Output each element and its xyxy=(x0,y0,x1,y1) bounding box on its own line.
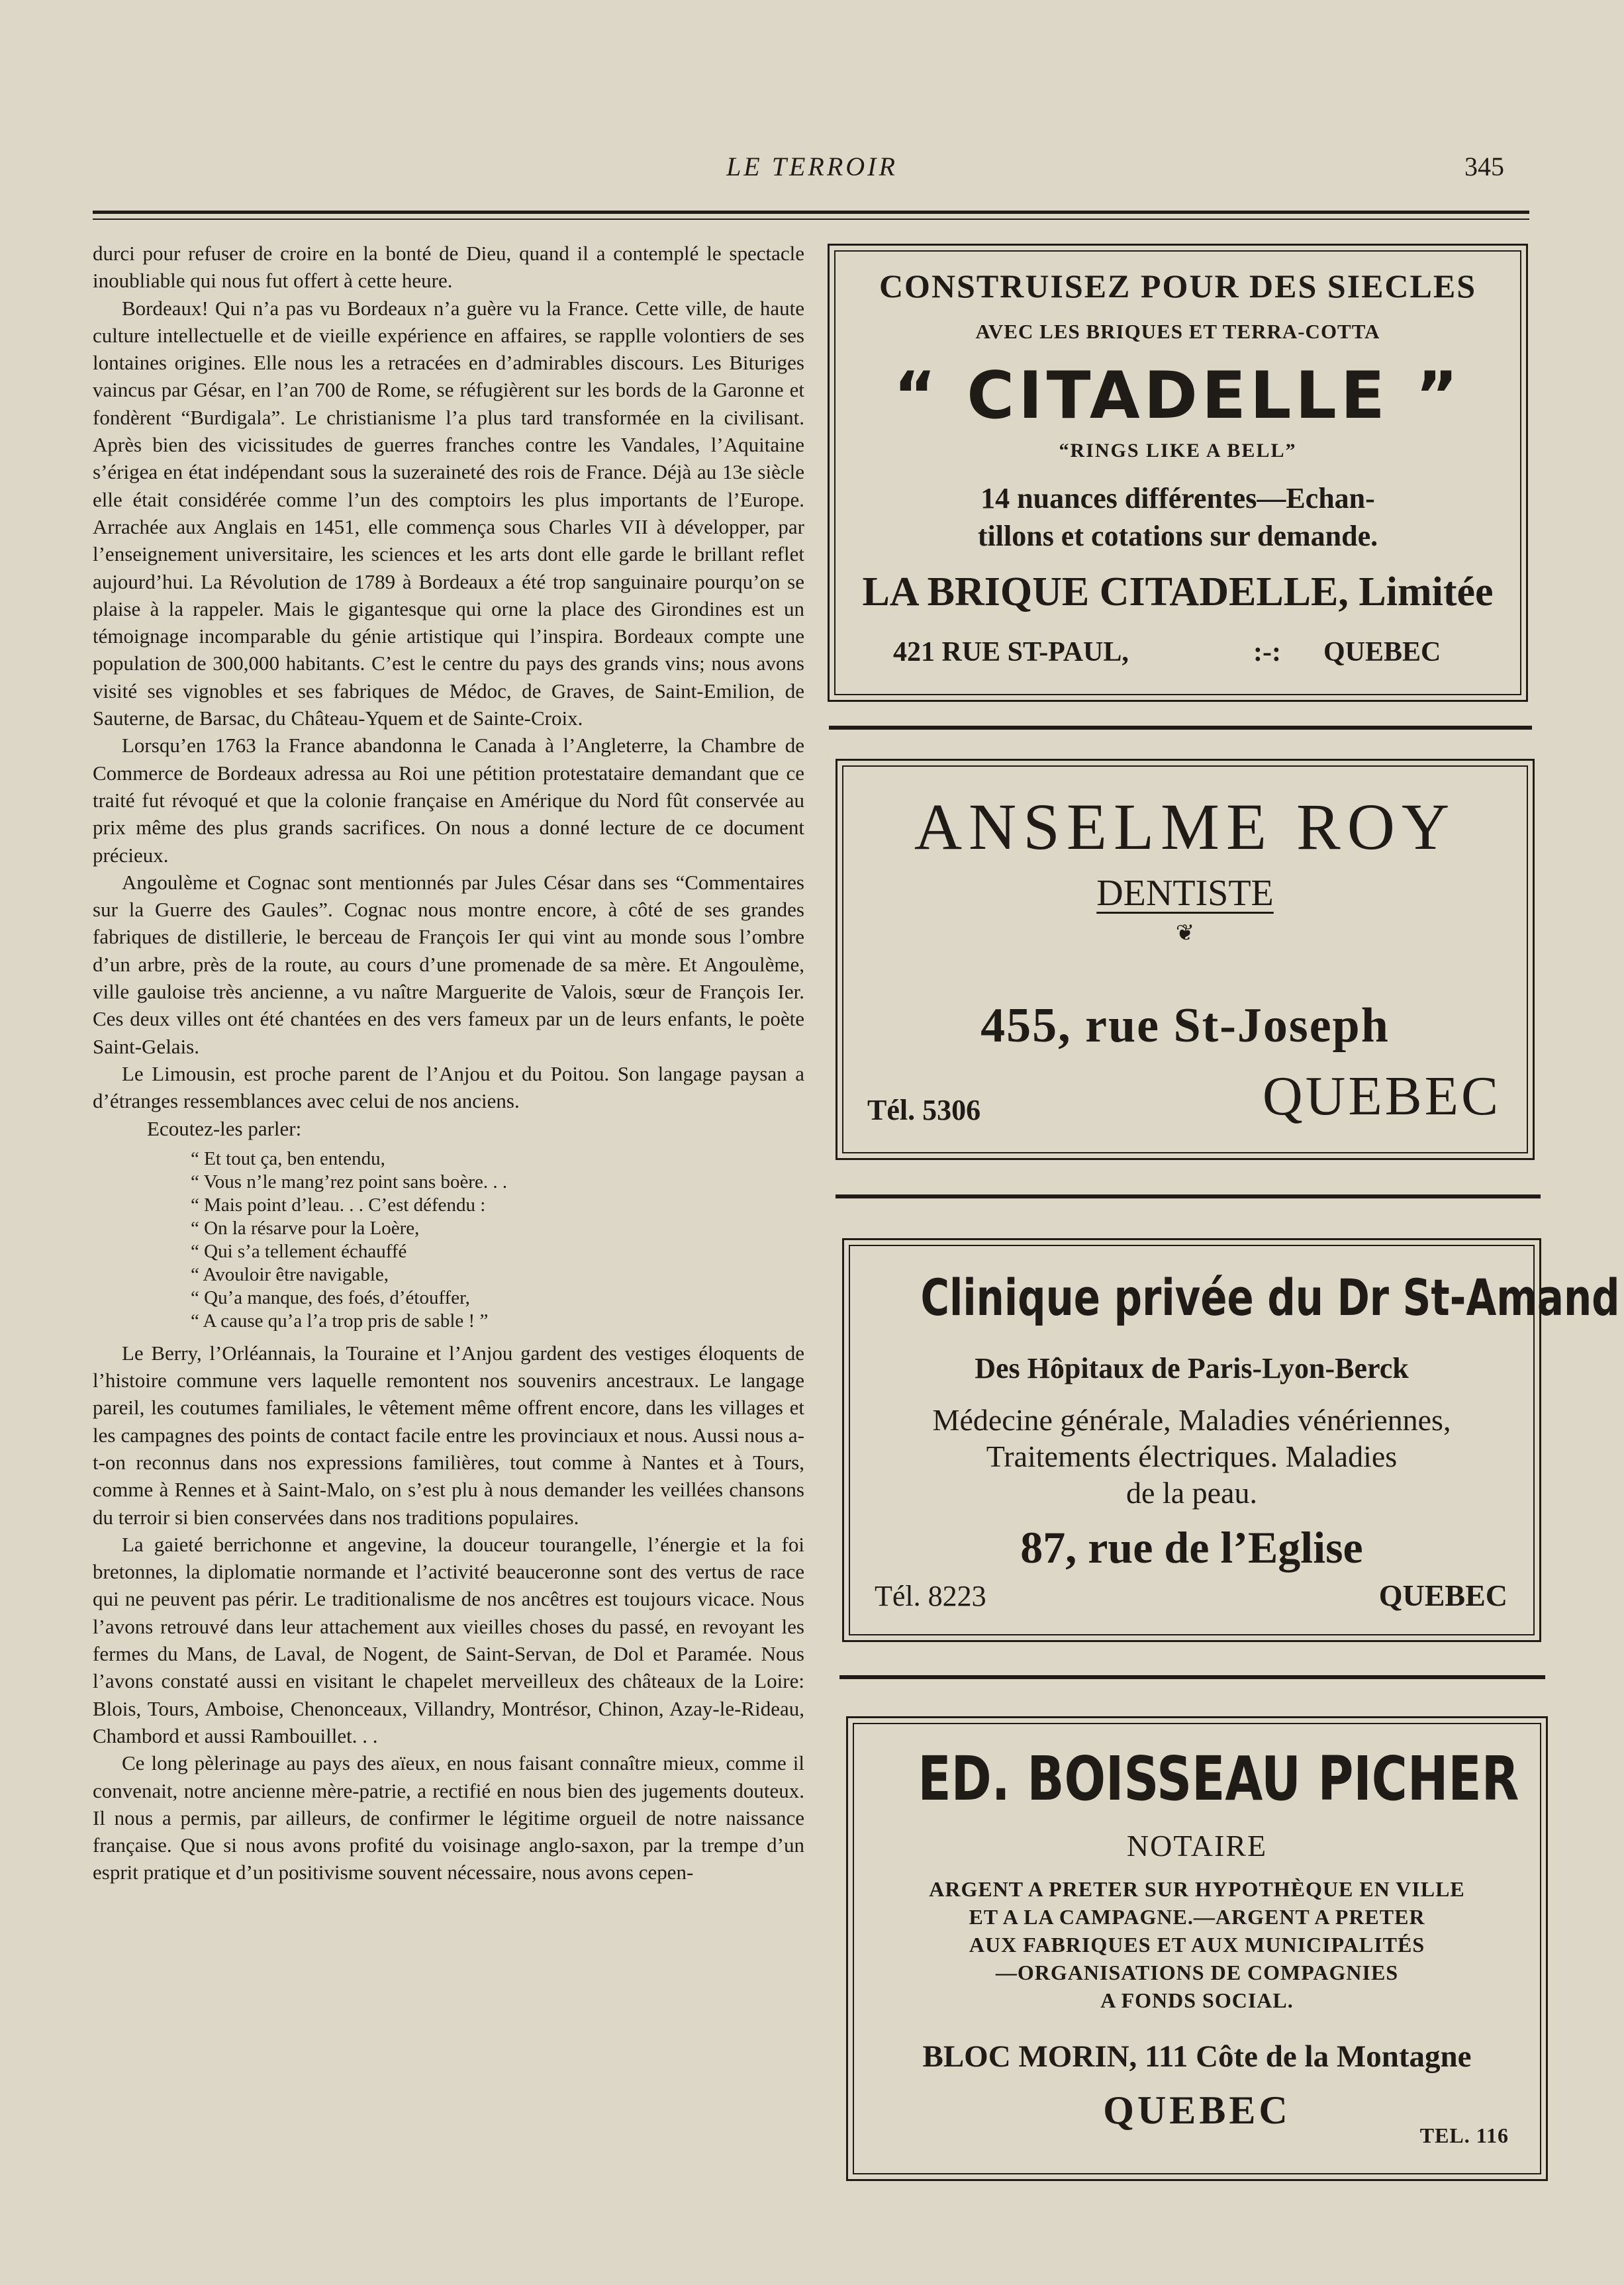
ad-city: QUEBEC xyxy=(1263,1065,1501,1127)
ad-city: QUEBEC xyxy=(1323,637,1441,667)
ad-separator-rule xyxy=(836,1194,1541,1198)
ad-separator: :-: xyxy=(1253,637,1281,667)
ad-line: ET A LA CAMPAGNE.—ARGENT A PRETER xyxy=(969,1905,1425,1929)
ad-telephone: Tél. 8223 xyxy=(875,1580,986,1612)
ad-separator-rule xyxy=(839,1675,1545,1679)
ad-address: BLOC MORIN, 111 Côte de la Montagne xyxy=(922,2039,1472,2074)
ad-name: ANSELME ROY xyxy=(914,790,1457,863)
verse-intro: Ecoutez-les parler: xyxy=(147,1116,302,1140)
ad-anselme-roy xyxy=(836,759,1535,1160)
ad-address: 87, rue de l’Eglise xyxy=(1020,1522,1363,1573)
article-paragraph: Ce long pèlerinage au pays des aïeux, en nous faisant connaître mieux, comme il convenait, notre ancienne mère-patrie, a rectifié en nous bien des jugements douteux. Il nous a permis, par ailleurs, de confirmer le légitime orgueil de notre naissance française. Que si nous avons profité du voisinage anglo-saxon, par la trempe d’un esprit pratique et d’un positivisme souvent nécessaire, nous avons cepen- xyxy=(93,1751,804,1884)
article-paragraph: La gaieté berrichonne et angevine, la douceur tourangelle, l’énergie et la foi bretonnes, la diplomatie normande et l’activité beauceronne sont des vertus de race qui ne peuvent pas périr. Le traditionalisme de nos ancêtres est toujours vicace. Nous l’avons retrouvé dans leur attachement aux vieilles choses du passé, en revoyant les fermes du Mans, de Laval, de Nogent, de Saint-Servan, de Dol et Paramée. Nous l’avons constaté aussi en visitant le chapelet merveilleux des châteaux de la Loire: Blois, Tours, Amboise, Chenonceaux, Villandry, Montrésor, Chinon, Azay-le-Rideau, Chambord et aussi Rambouillet. . . xyxy=(93,1532,804,1747)
ad-line: tillons et cotations sur demande. xyxy=(977,520,1378,552)
ad-line: de la peau. xyxy=(1126,1476,1257,1510)
verse-line: “ Qu’a manque, des foés, d’étouffer, xyxy=(191,1287,470,1308)
verse-line: “ Mais point d’leau. . . C’est défendu : xyxy=(191,1194,486,1216)
ad-telephone: TEL. 116 xyxy=(1419,2123,1509,2147)
ad-profession: NOTAIRE xyxy=(1126,1829,1268,1863)
article-paragraph: Lorsqu’en 1763 la France abandonna le Canada à l’Angleterre, la Chambre de Commerce de Bordeaux adressa au Roi une pétition protestataire demandant que ce traité fut révoqué et que la colonie française en Amérique du Nord fût conservée au prix même des plus grands sacrifices. On nous a donné lecture de ce document précieux. xyxy=(93,734,804,867)
ornament-icon: ❦ xyxy=(1175,921,1195,946)
ad-line: AUX FABRIQUES ET AUX MUNICIPALITÉS xyxy=(969,1933,1425,1957)
ad-address: 421 RUE ST-PAUL, xyxy=(893,637,1129,667)
verse-line: “ Avouloir être navigable, xyxy=(191,1263,389,1285)
verse-line: “ A cause qu’a l’a trop pris de sable ! ” xyxy=(191,1310,489,1332)
ad-title: Clinique privée du Dr St-Amand xyxy=(920,1268,1620,1327)
ad-line: Médecine générale, Maladies vénériennes, xyxy=(932,1403,1451,1437)
ad-line: 14 nuances différentes—Echan- xyxy=(980,482,1375,514)
article-paragraph: durci pour refuser de croire en la bonté de Dieu, quand il a contemplé le spectacle inoubliable qui nous fut offert à cette heure. xyxy=(93,242,804,293)
article-paragraph: Le Limousin, est proche parent de l’Anjou et du Poitou. Son langage paysan a d’étranges ressemblances avec celui de nos anciens. xyxy=(93,1061,804,1113)
ad-address: 455, rue St-Joseph xyxy=(980,998,1390,1053)
verse-block xyxy=(191,1147,804,1333)
ad-line: —ORGANISATIONS DE COMPAGNIES xyxy=(995,1961,1399,1984)
article-paragraph: Angoulème et Cognac sont mentionnés par Jules César dans ses “Commentaires sur la Guerre des Gaules”. Cognac nous montre encore, à côté de ses grandes fabriques de distillerie, le berceau de François Ier qui vint au monde sous l’ombre d’un arbre, près de la route, au cours d’une promenade de sa mère. Et Angoulème, ville gauloise très ancienne, a vu naître Marguerite de Valois, sœur de François Ier. Ces deux villes ont été chantées en des vers fameux par un de leurs enfants, le poète Saint-Gelais. xyxy=(93,870,804,1058)
ad-clinique xyxy=(842,1238,1620,1642)
ad-city: QUEBEC xyxy=(1103,2088,1291,2132)
verse-line: “ Et tout ça, ben entendu, xyxy=(191,1147,385,1169)
verse-line: “ On la résarve pour la Loère, xyxy=(191,1217,420,1239)
ad-line: ARGENT A PRETER SUR HYPOTHÈQUE EN VILLE xyxy=(929,1877,1465,1901)
verse-line: “ Vous n’le mang’rez point sans boère. . . xyxy=(191,1171,508,1192)
ad-slogan: “RINGS LIKE A BELL” xyxy=(1059,440,1297,462)
ad-line: Traitements électriques. Maladies xyxy=(986,1439,1398,1473)
ad-subheadline: AVEC LES BRIQUES ET TERRA-COTTA xyxy=(975,320,1380,343)
ad-brand: “ CITADELLE ” xyxy=(893,358,1462,434)
ad-company: LA BRIQUE CITADELLE, Limitée xyxy=(862,569,1494,614)
header-rule xyxy=(93,211,1529,220)
ad-subtitle: Des Hôpitaux de Paris-Lyon-Berck xyxy=(975,1352,1409,1385)
ad-boisseau-picher xyxy=(846,1716,1548,2181)
article-paragraph: Bordeaux! Qui n’a pas vu Bordeaux n’a guère vu la France. Cette ville, de haute culture intellectuelle et de vieille expérience en affaires, se rapplle volontiers de ses lontaines origines. Elle nous les a retracées en d’admirables discours. Les Bituriges vaincus par Gésar, en l’an 700 de Rome, se réfugièrent sur les bords de la Garonne et fondèrent “Burdigala”. Le christianisme l’a plus tard transformée en la civilisant. Après bien des vicissitudes de guerres franches contre les Vandales, l’Aquitaine s’érigea en état indépendant sous la suzeraineté des rois de France. Déjà au 13e siècle elle était considérée comme l’un des comptoirs les plus importants de l’Europe. Arrachée aux Anglais en 1451, elle commença sous Charles VII à développer, par l’enseignement universitaire, les sciences et les arts dont elle garde le brillant reflet aujourd’hui. La Révolution de 1789 à Bordeaux a été trop sanguinaire pourqu’on se plaise à la rappeler. Mais le gigantesque qui orne la place des Girondines est un témoignage incomparable du génie artistique qui l’inspira. Bordeaux compte une population de 300,000 habitants. C’est le centre du pays des grands vins; nous avons visité ses vignobles et ses fabriques de Médoc, de Graves, de Saint-Emilion, de Sauterne, de Barsac, du Château-Yquem et de Sainte-Croix. xyxy=(93,296,804,730)
ad-headline: CONSTRUISEZ POUR DES SIECLES xyxy=(879,267,1477,305)
running-title: LE TERROIR xyxy=(726,152,898,181)
article-column xyxy=(93,240,804,1886)
ad-city: QUEBEC xyxy=(1378,1579,1507,1612)
page-number: 345 xyxy=(1464,152,1504,181)
article-paragraph: Le Berry, l’Orléannais, la Touraine et l’Anjou gardent des vestiges éloquents de l’histoire commune vers laquelle remontent nos souvenirs ancestraux. Le langage pareil, les coutumes familiales, le vêtement même offrent encore, dans les villages et les campagnes des points de contact facile entre les provinciaux et nous. Aussi nous a-t-on reconnus dans nos expressions familières, tout comme à Nantes et à Tours, comme à Rennes et à Saint-Malo, on s’est plu à nous demander les veillées chansons du terroir si bien conservées dans nos traditions populaires. xyxy=(93,1341,804,1529)
verse-line: “ Qui s’a tellement échauffé xyxy=(191,1240,407,1262)
ad-telephone: Tél. 5306 xyxy=(867,1094,981,1126)
ad-line: A FONDS SOCIAL. xyxy=(1100,1988,1294,2012)
ad-name: ED. BOISSEAU PICHER xyxy=(918,1743,1519,1814)
ad-separator-rule xyxy=(829,726,1532,730)
ad-inner-border xyxy=(834,250,1521,695)
ad-citadelle xyxy=(828,244,1528,702)
ad-profession: DENTISTE xyxy=(1096,873,1274,914)
